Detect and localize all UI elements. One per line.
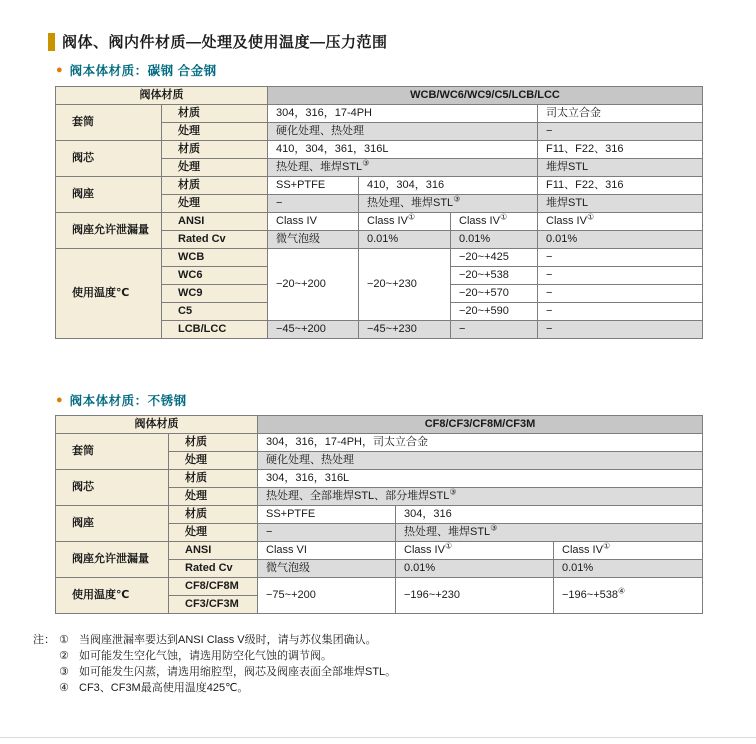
t2-header-left-cell: 阀体材质 (56, 416, 258, 434)
t2-plug-mat: 304，316，316L (258, 470, 703, 488)
treatment-label: 处理 (162, 123, 268, 141)
t1-plug-label: 阀芯 (56, 141, 162, 177)
note-ref: ③ (490, 523, 498, 533)
treatment-label: 处理 (162, 195, 268, 213)
t1-sleeve-material-row (56, 105, 703, 123)
spacer (33, 664, 59, 680)
title-accent-bar-icon (48, 33, 55, 51)
t2-leak-cv-c: 微气泡级 (258, 560, 396, 578)
cell-text: Class IV (546, 215, 587, 228)
t1-temp-c-merged: −20~+200 (268, 249, 359, 321)
t1-sleeve-mat-right: 司太立合金 (538, 105, 703, 123)
note-text: 如可能发生闪蒸，请选用缩腔型，阀芯及阀座表面全部堆焊STL。 (79, 666, 397, 678)
section-heading-carbon-steel (56, 61, 217, 79)
t1-temp-lcb-f: − (538, 321, 703, 339)
t1-plug-mat-right: F11、F22、316 (538, 141, 703, 159)
note-ref: ③ (362, 158, 370, 168)
t1-sleeve-treat: 硬化处理、热处理 (268, 123, 538, 141)
t1-leak-cv-e: 0.01% (451, 231, 538, 249)
t2-sleeve-material-row (56, 434, 703, 452)
rated-cv-label: Rated Cv (169, 560, 258, 578)
page-title: 阀体、阀内件材质—处理及使用温度—压力范围 (62, 34, 388, 51)
t1-seat-mat-d: 410，304，316 (359, 177, 538, 195)
t1-leak-cv-d: 0.01% (359, 231, 451, 249)
table-carbon-steel (55, 86, 703, 339)
cell-text: Class IV (459, 215, 500, 228)
cell-text: Class IV (367, 215, 408, 228)
note-ref: ① (499, 212, 508, 222)
t1-plug-treat (268, 159, 538, 177)
page-bottom-rule (0, 737, 756, 738)
t2-seat-mat-d: 304，316 (396, 506, 703, 524)
section-title: 阀本体材质：碳钢 合金钢 (69, 64, 217, 78)
cell-text: 热处理、堆焊STL (367, 197, 454, 210)
t1-temp-lcb-e: − (451, 321, 538, 339)
note-ref: ③ (453, 194, 461, 204)
notes-prefix: 注： (33, 634, 55, 646)
t2-grade-cf8: CF8/CF8M (169, 578, 258, 596)
note-ref: ③ (449, 487, 457, 497)
t1-temp-lcb-d: −45~+230 (359, 321, 451, 339)
cell-text: Class IV (404, 544, 445, 557)
cell-text: 热处理、全部堆焊STL、部分堆焊STL (266, 490, 450, 503)
t1-seat-label: 阀座 (56, 177, 162, 213)
t2-plug-material-row (56, 470, 703, 488)
note-ref: ① (444, 541, 453, 551)
note-number: ① (59, 634, 69, 646)
t1-leak-ansi-row (56, 213, 703, 231)
spacer (33, 680, 59, 696)
t2-sleeve-mat: 304，316，17-4PH，司太立合金 (258, 434, 703, 452)
t2-leak-ansi-c: Class VI (258, 542, 396, 560)
note-ref: ④ (617, 586, 626, 596)
t2-leak-ansi-row (56, 542, 703, 560)
t2-seat-label: 阀座 (56, 506, 169, 542)
t1-leak-cv-f: 0.01% (538, 231, 703, 249)
treatment-label: 处理 (169, 488, 258, 506)
t2-temp-d: −196~+230 (396, 578, 554, 614)
t1-header-left-cell: 阀体材质 (56, 87, 268, 105)
t1-leak-ansi-f (538, 213, 703, 231)
note-ref: ① (407, 212, 416, 222)
t1-grade-wcb: WCB (162, 249, 268, 267)
bullet-icon: ● (56, 393, 63, 406)
t1-temp-e-wcb: −20~+425 (451, 249, 538, 267)
note-text: 如可能发生空化气蚀，请选用防空化气蚀的调节阀。 (79, 650, 332, 662)
material-label: 材质 (169, 470, 258, 488)
t1-leak-label: 阀座允许泄漏量 (56, 213, 162, 249)
t1-leak-ansi-e (451, 213, 538, 231)
t1-temp-d-merged: −20~+230 (359, 249, 451, 321)
t2-temp-e (554, 578, 703, 614)
note-ref: ① (602, 541, 611, 551)
section-heading-stainless-steel (56, 391, 187, 409)
t2-plug-label: 阀芯 (56, 470, 169, 506)
t1-temp-f-wc9: − (538, 285, 703, 303)
note-number: ③ (59, 666, 69, 678)
t2-seat-mat-c: SS+PTFE (258, 506, 396, 524)
t1-temp-e-wc9: −20~+570 (451, 285, 538, 303)
t1-temp-row-wcb (56, 249, 703, 267)
page-title-row (48, 31, 388, 52)
cell-text: Class IV (562, 544, 603, 557)
t1-temp-label: 使用温度℃ (56, 249, 162, 339)
note-line (33, 680, 396, 696)
t1-leak-ansi-d (359, 213, 451, 231)
t2-header-right-cell: CF8/CF3/CF8M/CF3M (258, 416, 703, 434)
t1-temp-lcb-c: −45~+200 (268, 321, 359, 339)
t2-seat-material-row (56, 506, 703, 524)
cell-text: 热处理、堆焊STL (276, 161, 363, 174)
treatment-label: 处理 (169, 452, 258, 470)
t1-temp-f-wc6: − (538, 267, 703, 285)
t2-seat-treat-c: − (258, 524, 396, 542)
t1-leak-cv-c: 微气泡级 (268, 231, 359, 249)
material-label: 材质 (162, 141, 268, 159)
note-line (33, 664, 396, 680)
t2-sleeve-treat: 硬化处理、热处理 (258, 452, 703, 470)
notes-block (33, 632, 396, 696)
note-ref: ① (586, 212, 595, 222)
t2-temp-c: −75~+200 (258, 578, 396, 614)
note-number: ② (59, 650, 69, 662)
t1-grade-lcb: LCB/LCC (162, 321, 268, 339)
t2-leak-label: 阀座允许泄漏量 (56, 542, 169, 578)
t1-sleeve-mat: 304，316，17-4PH (268, 105, 538, 123)
t1-seat-mat-c: SS+PTFE (268, 177, 359, 195)
material-label: 材质 (162, 105, 268, 123)
t2-temp-label: 使用温度℃ (56, 578, 169, 614)
t2-leak-ansi-e (554, 542, 703, 560)
note-line (33, 632, 396, 648)
t2-temp-row-cf8 (56, 578, 703, 596)
note-number: ④ (59, 682, 69, 694)
bullet-icon: ● (56, 63, 63, 76)
t1-header-row (56, 87, 703, 105)
ansi-label: ANSI (169, 542, 258, 560)
t1-temp-f-wcb: − (538, 249, 703, 267)
t1-plug-treat-right: 堆焊STL (538, 159, 703, 177)
section-title: 阀本体材质：不锈钢 (69, 394, 187, 408)
t1-seat-treat-d (359, 195, 538, 213)
t2-leak-cv-e: 0.01% (554, 560, 703, 578)
note-text: CF3、CF3M最高使用温度425℃。 (79, 682, 249, 694)
note-line (33, 648, 396, 664)
cell-text: −196~+538 (562, 589, 618, 602)
treatment-label: 处理 (162, 159, 268, 177)
treatment-label: 处理 (169, 524, 258, 542)
t1-temp-e-wc6: −20~+538 (451, 267, 538, 285)
t2-plug-treat (258, 488, 703, 506)
t1-temp-f-c5: − (538, 303, 703, 321)
t1-seat-treat-c: − (268, 195, 359, 213)
t1-sleeve-treat-right: − (538, 123, 703, 141)
material-label: 材质 (162, 177, 268, 195)
t1-seat-material-row (56, 177, 703, 195)
t2-seat-treat-d (396, 524, 703, 542)
t1-seat-mat-right: F11、F22、316 (538, 177, 703, 195)
note-text: 当阀座泄漏率要达到ANSI Class V级时，请与苏仪集团确认。 (79, 634, 377, 646)
t1-header-right-cell: WCB/WC6/WC9/C5/LCB/LCC (268, 87, 703, 105)
t2-grade-cf3: CF3/CF3M (169, 596, 258, 614)
t1-grade-wc6: WC6 (162, 267, 268, 285)
t1-leak-ansi-c: Class IV (268, 213, 359, 231)
cell-text: 热处理、堆焊STL (404, 526, 491, 539)
ansi-label: ANSI (162, 213, 268, 231)
t1-sleeve-label: 套筒 (56, 105, 162, 141)
t1-temp-e-c5: −20~+590 (451, 303, 538, 321)
t1-grade-wc9: WC9 (162, 285, 268, 303)
t1-plug-mat: 410，304，361，316L (268, 141, 538, 159)
t2-leak-cv-d: 0.01% (396, 560, 554, 578)
table-stainless-steel (55, 415, 703, 614)
material-label: 材质 (169, 506, 258, 524)
rated-cv-label: Rated Cv (162, 231, 268, 249)
material-label: 材质 (169, 434, 258, 452)
t1-plug-material-row (56, 141, 703, 159)
spacer (33, 648, 59, 664)
t2-sleeve-label: 套筒 (56, 434, 169, 470)
t1-grade-c5: C5 (162, 303, 268, 321)
t2-leak-ansi-d (396, 542, 554, 560)
t1-seat-treat-right: 堆焊STL (538, 195, 703, 213)
t2-header-row (56, 416, 703, 434)
